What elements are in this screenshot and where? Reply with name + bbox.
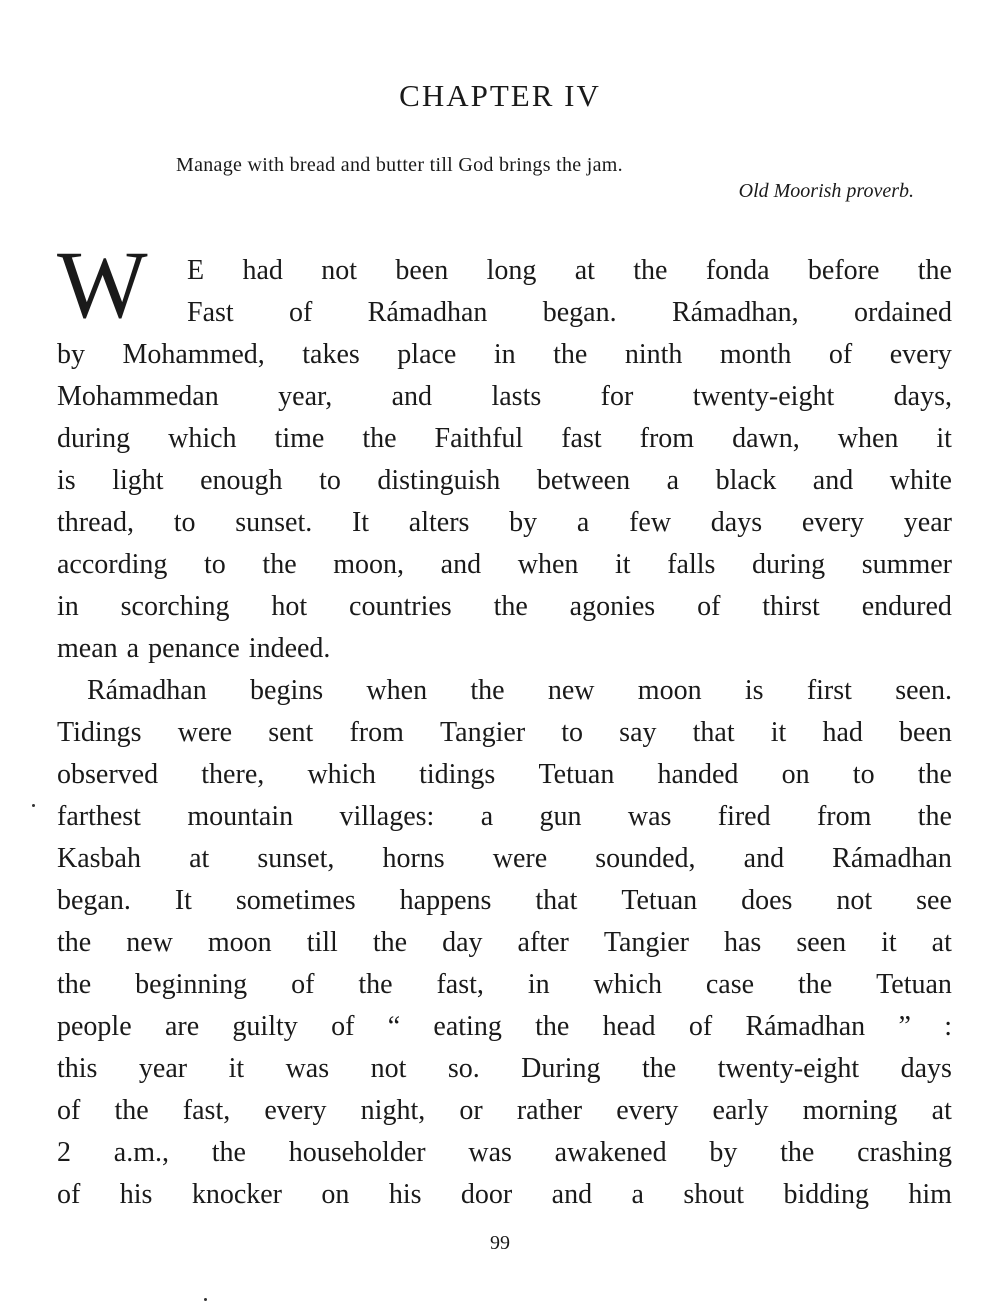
text-line: thread, to sunset. It alters by a few days every year bbox=[57, 507, 952, 538]
text-line: observed there, which tidings Tetuan handed on to the bbox=[57, 759, 952, 790]
text-line: began. It sometimes happens that Tetuan does not see bbox=[57, 885, 952, 916]
print-speck bbox=[204, 1298, 207, 1301]
body-text bbox=[57, 250, 952, 1216]
text-line: farthest mountain villages: a gun was fired from the bbox=[57, 801, 952, 832]
epigraph-quote: Manage with bread and butter till God brings the jam. bbox=[176, 154, 623, 176]
text-line: according to the moon, and when it falls during summer bbox=[57, 549, 952, 580]
page-number: 99 bbox=[490, 1232, 510, 1254]
text-line: of the fast, every night, or rather every early morning at bbox=[57, 1095, 952, 1126]
paragraph-1 bbox=[57, 250, 952, 670]
text-line: mean a penance indeed. bbox=[57, 633, 331, 664]
epigraph-source: Old Moorish proverb. bbox=[738, 180, 914, 202]
text-line: the new moon till the day after Tangier has seen it at bbox=[57, 927, 952, 958]
epigraph bbox=[176, 152, 916, 204]
text-line: people are guilty of “ eating the head of Rámadhan ” : bbox=[57, 1011, 952, 1042]
text-line: in scorching hot countries the agonies of thirst endured bbox=[57, 591, 952, 622]
drop-cap: W bbox=[57, 231, 148, 338]
print-speck bbox=[32, 804, 35, 807]
text-line: Tidings were sent from Tangier to say that it had been bbox=[57, 717, 952, 748]
chapter-title: CHAPTER IV bbox=[399, 78, 601, 113]
text-line: Fast of Rámadhan began. Rámadhan, ordained bbox=[187, 297, 952, 328]
text-line: Mohammedan year, and lasts for twenty-eight days, bbox=[57, 381, 952, 412]
text-line: by Mohammed, takes place in the ninth month of every bbox=[57, 339, 952, 370]
text-line: of his knocker on his door and a shout bidding him bbox=[57, 1179, 952, 1210]
text-line: Kasbah at sunset, horns were sounded, and Rámadhan bbox=[57, 843, 952, 874]
text-line: during which time the Faithful fast from dawn, when it bbox=[57, 423, 952, 454]
text-line: the beginning of the fast, in which case the Tetuan bbox=[57, 969, 952, 1000]
text-line: E had not been long at the fonda before the bbox=[187, 255, 952, 286]
text-line: is light enough to distinguish between a black and white bbox=[57, 465, 952, 496]
paragraph-2 bbox=[57, 670, 952, 1216]
text-line: this year it was not so. During the twenty-eight days bbox=[57, 1053, 952, 1084]
text-line: Rámadhan begins when the new moon is first seen. bbox=[87, 675, 952, 706]
text-line: 2 a.m., the householder was awakened by the crashing bbox=[57, 1137, 952, 1168]
